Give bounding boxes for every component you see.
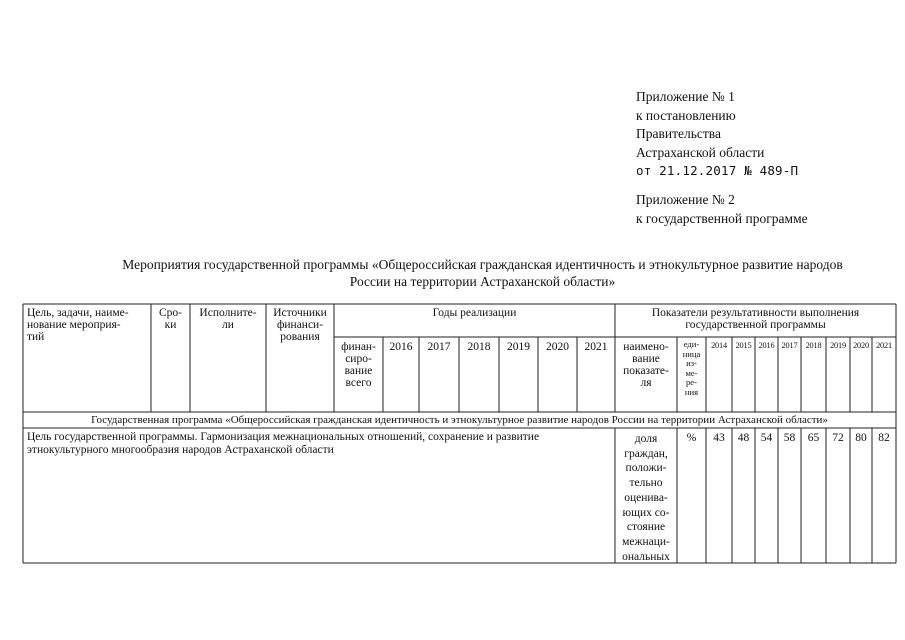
appendix-1-line: Приложение № 1 xyxy=(636,89,735,104)
appendix-1-line: Правительства xyxy=(636,126,721,141)
indicator-value: 48 xyxy=(737,432,750,444)
indicator-year-header: 2021 xyxy=(876,341,892,350)
header-text: ре- xyxy=(686,377,697,387)
indicator-name-cell xyxy=(615,432,677,564)
fin-year-header: 2020 xyxy=(546,341,569,353)
goal-text-line: Цель государственной программы. Гармонизация межнациональных отношений, сохранение и развитие xyxy=(27,431,540,443)
header-text: показате- xyxy=(623,365,669,377)
header-text: вание xyxy=(344,365,373,377)
appendix-2-line: к государственной программе xyxy=(636,210,808,226)
indicator-value: 80 xyxy=(855,432,867,444)
header-text: Исполните- xyxy=(199,307,257,319)
goal-row-text xyxy=(27,431,539,457)
decree-number: от 21.12.2017 № 489-П xyxy=(636,163,799,178)
indicator-year-header: 2015 xyxy=(735,341,752,350)
indicator-value: 54 xyxy=(760,432,773,444)
unit-header xyxy=(677,340,706,397)
header-text: государственной программы xyxy=(685,319,826,331)
indicator-text-line: ональных xyxy=(622,550,670,563)
document-title xyxy=(60,256,905,290)
program-row: Государственная программа «Общероссийская гражданская идентичность и этнокультурное развитие народов России на территории Астраханской области» xyxy=(91,414,828,426)
indicator-text-line: тельно xyxy=(629,477,663,490)
header-text: вание xyxy=(632,353,660,365)
header-text: из- xyxy=(686,358,697,368)
indicator-year-header: 2016 xyxy=(758,341,775,350)
appendix-1-block xyxy=(636,88,798,181)
header-text: сиро- xyxy=(345,353,372,365)
header-text: ница xyxy=(682,348,701,359)
title-line: Мероприятия государственной программы «Общероссийская гражданская идентичность и этнокультурное развитие народов xyxy=(122,257,843,272)
indicator-value: 43 xyxy=(713,432,725,444)
header-text: тий xyxy=(27,331,45,343)
appendix-1-line: Астраханской области xyxy=(636,144,765,160)
header-text: всего xyxy=(345,377,372,389)
indicator-year-header: 2020 xyxy=(853,341,869,350)
goal-column-header xyxy=(27,307,129,343)
indicator-text-line: положи- xyxy=(625,462,667,475)
indicator-year-header: 2017 xyxy=(781,341,798,350)
indicator-text-line: граждан, xyxy=(624,447,668,460)
appendix-2-block xyxy=(636,191,808,228)
indicator-value: 82 xyxy=(878,432,890,444)
header-text: финан- xyxy=(341,341,376,353)
indicator-text-line: доля xyxy=(634,433,658,445)
fin-year-header: 2019 xyxy=(507,341,530,353)
header-text: финанси- xyxy=(276,319,324,331)
header-text: ки xyxy=(164,319,177,331)
header-text: Цель, задачи, наиме- xyxy=(27,307,129,319)
years-header: Годы реализации xyxy=(432,307,517,319)
fin-year-header: 2017 xyxy=(427,341,451,353)
title-line: России на территории Астраханской области» xyxy=(349,274,616,289)
executors-column-header xyxy=(190,307,266,331)
indicator-text-line: межнаци- xyxy=(622,535,670,548)
header-text: еди- xyxy=(683,339,700,349)
indicator-text-line: ющих со- xyxy=(622,506,670,519)
header-text: нование мероприя- xyxy=(27,319,121,331)
indicator-year-header: 2018 xyxy=(805,341,822,350)
header-text: ля xyxy=(640,377,652,389)
indicators-header xyxy=(615,307,896,331)
total-financing-header xyxy=(334,341,383,389)
header-text: рования xyxy=(280,331,320,343)
indicator-value: 65 xyxy=(807,432,820,444)
indicator-value: 58 xyxy=(783,432,796,444)
appendix-1-line: к постановлению xyxy=(636,107,736,123)
goal-text-line: этнокультурного многообразия народов Астраханской области xyxy=(27,444,334,456)
fin-year-header: 2021 xyxy=(584,341,608,353)
header-text: ния xyxy=(684,386,699,397)
header-text: Источники xyxy=(273,307,327,319)
fin-year-header: 2018 xyxy=(467,341,491,353)
terms-column-header xyxy=(151,307,190,331)
unit-cell: % xyxy=(686,432,697,444)
header-text: ли xyxy=(222,319,234,331)
header-text: наимено- xyxy=(623,341,669,353)
indicator-year-header: 2014 xyxy=(711,341,727,350)
indicator-name-header xyxy=(615,341,677,389)
header-text: ме- xyxy=(685,367,698,378)
indicator-text-line: стояние xyxy=(626,521,666,534)
header-text: Показатели результативности выполнения xyxy=(651,307,860,319)
indicator-value: 72 xyxy=(832,432,844,444)
sources-column-header xyxy=(266,307,334,343)
indicator-year-header: 2019 xyxy=(830,341,846,350)
header-text: Сро- xyxy=(159,307,182,319)
fin-year-header: 2016 xyxy=(389,341,413,353)
appendix-2-line: Приложение № 2 xyxy=(636,192,735,207)
indicator-text-line: оценива- xyxy=(624,491,668,504)
